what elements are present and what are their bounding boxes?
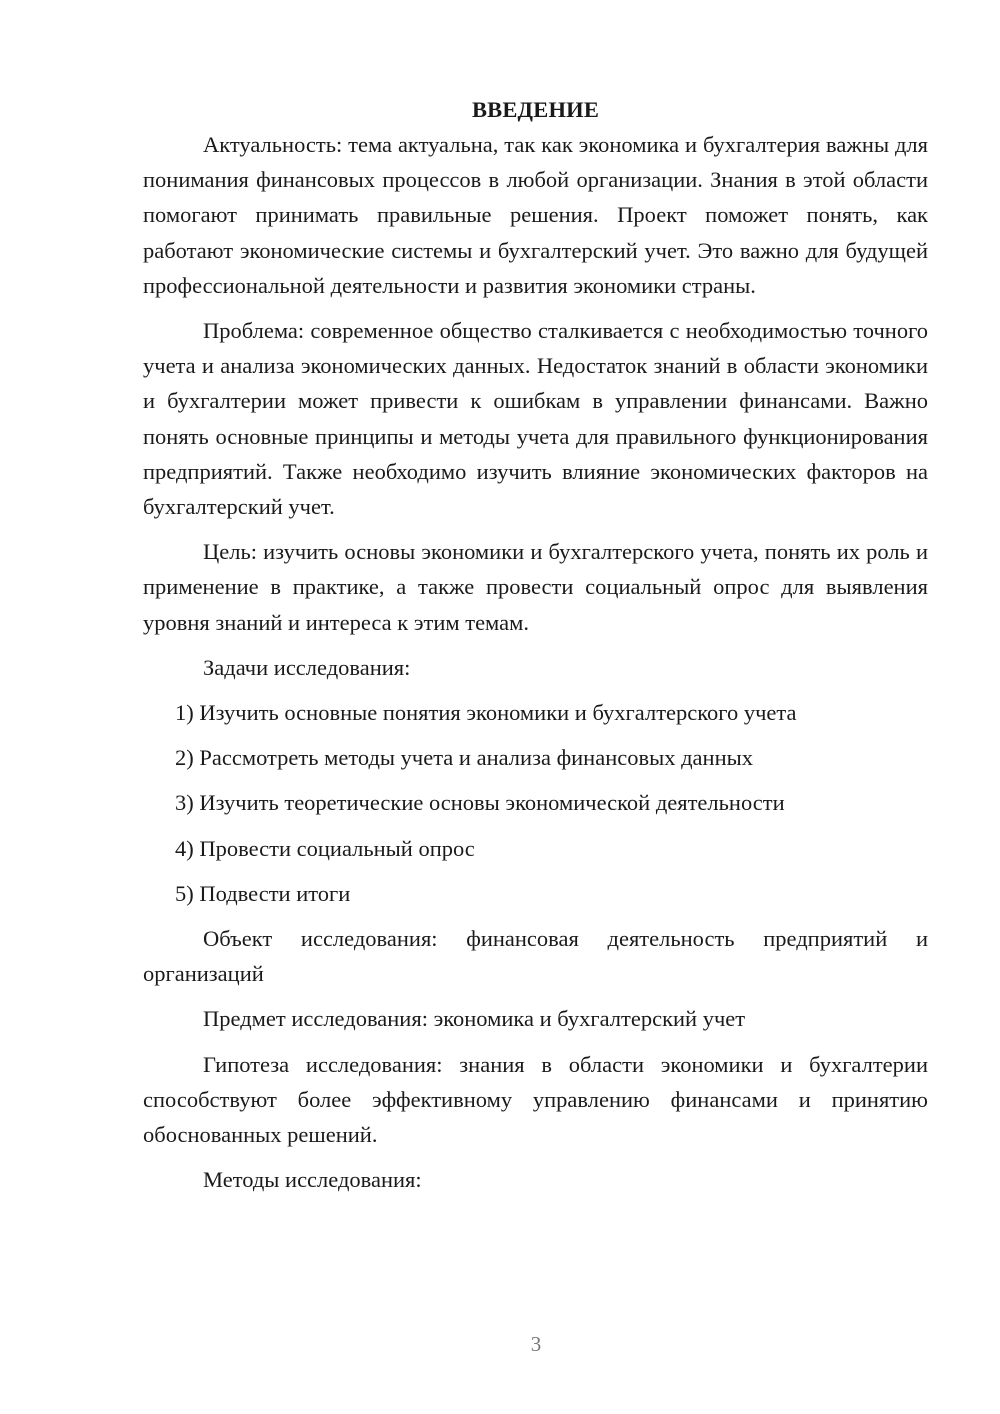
- problem-paragraph: Проблема: современное общество сталкивается с необходимостью точного учета и анализа экономических данных. Недостаток знаний в области экономики и бухгалтерии может привести к ошибкам в управлении финансами. Важно понять основные принципы и методы учета для правильного функционирования предприятий. Также необходимо изучить влияние экономических факторов на бухгалтерский учет.: [143, 318, 928, 520]
- task-item: 4) Провести социальный опрос: [175, 835, 475, 861]
- task-item: 2) Рассмотреть методы учета и анализа финансовых данных: [175, 745, 753, 771]
- hypothesis-paragraph: Гипотеза исследования: знания в области экономики и бухгалтерии способствуют более эффективному управлению финансами и принятию обоснованных решений.: [143, 1051, 928, 1148]
- subject-paragraph: Предмет исследования: экономика и бухгалтерский учет: [203, 1006, 746, 1032]
- page-number: 3: [530, 1332, 542, 1356]
- task-item: 3) Изучить теоретические основы экономической деятельности: [175, 790, 785, 816]
- task-item: 1) Изучить основные понятия экономики и бухгалтерского учета: [175, 700, 797, 726]
- task-item: 5) Подвести итоги: [175, 880, 351, 906]
- object-paragraph: Объект исследования: финансовая деятельность предприятий и организаций: [143, 926, 928, 987]
- goal-paragraph: Цель: изучить основы экономики и бухгалтерского учета, понять их роль и применение в практике, а также провести социальный опрос для выявления уровня знаний и интереса к этим темам.: [143, 539, 928, 635]
- relevance-paragraph: Актуальность: тема актуальна, так как экономика и бухгалтерия важны для понимания финансовых процессов в любой организации. Знания в этой области помогают принимать правильные решения. Проект поможет понять, как работают экономические системы и бухгалтерский учет. Это важно для будущей профессиональной деятельности и развития экономики страны.: [143, 132, 928, 298]
- tasks-heading: Задачи исследования:: [203, 654, 411, 680]
- tasks-list: [143, 695, 928, 911]
- document-body: [143, 92, 928, 1207]
- methods-heading: Методы исследования:: [203, 1167, 422, 1193]
- section-title: ВВЕДЕНИЕ: [471, 97, 600, 122]
